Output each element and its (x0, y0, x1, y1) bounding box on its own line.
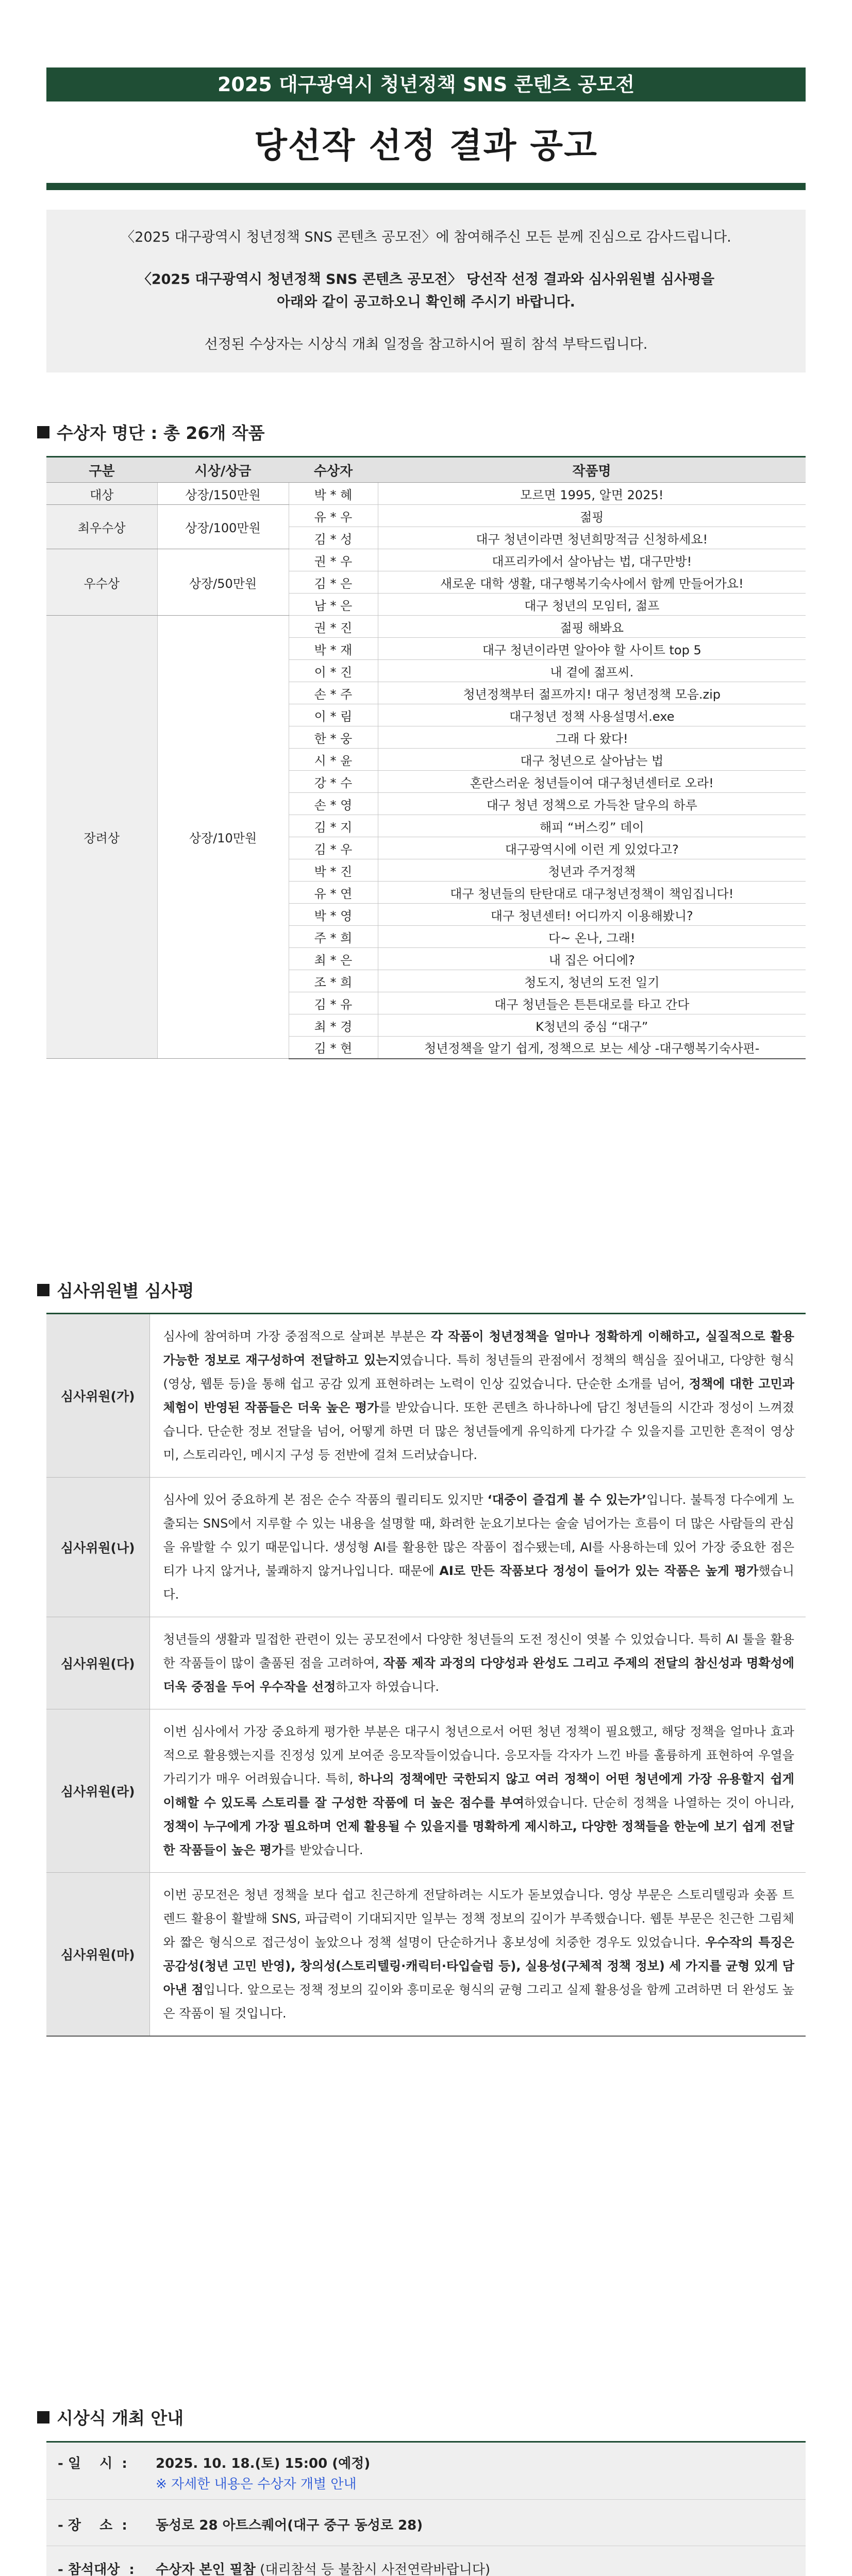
review-text: 했습니다. (163, 1564, 794, 1602)
work-title: K청년의 중심 “대구” (378, 1014, 806, 1037)
ceremony-row-date: - 일 시 : 2025. 10. 18.(토) 15:00 (예정) (58, 2456, 371, 2471)
review-text: 청년들의 생활과 밀접한 관련이 있는 공모전에서 다양한 청년들의 도전 정신이 엿볼 수 있었습니다. 특히 AI 툴을 활용한 작품들이 많이 출품된 점을 고려하여, (163, 1632, 794, 1670)
winner-name: 김 * 은 (289, 571, 378, 594)
col-header-prize: 시상/상금 (157, 457, 289, 483)
review-text: 를 받았습니다. (283, 1843, 363, 1857)
square-bullet-icon (37, 1284, 49, 1296)
judges-heading: 심사위원별 심사평 (37, 1278, 194, 1302)
work-title: 내 곁에 젊프씨. (378, 660, 806, 682)
review-text: 하고자 하였습니다. (336, 1680, 440, 1694)
review-text: 였습니다. 특히 청년들의 관점에서 정책의 핵심을 짚어내고, 다양한 형식(영상, 웹툰 등)을 통해 쉽고 공감 있게 표현하려는 노력이 인상 깊었습니다. 단순한 소개를 넘어, (163, 1353, 795, 1391)
winner-name: 남 * 은 (289, 594, 378, 616)
judges-table (46, 1313, 806, 2037)
awards-table (46, 456, 806, 1059)
judge-review (149, 1314, 806, 1478)
review-text: 입니다. 불특정 다수에게 노출되는 SNS에서 지루할 수 있는 내용을 설명할 때, 화려한 눈요기보다는 술술 넘어가는 흐름이 더 많은 사람들의 관심을 유발할 수 있기 때문입니다. 생성형 AI를 활용한 많은 작품이 접수됐는데, AI를 사용하는데 있어 가장 중요한 점은 티가 나지 않거나, 불쾌하지 않거나입니다. 때문에 (163, 1493, 794, 1578)
judge-review (149, 1709, 806, 1873)
winner-name: 박 * 진 (289, 859, 378, 882)
awards-heading: 수상자 명단 : 총 26개 작품 (37, 420, 264, 444)
work-title: 젊핑 (378, 505, 806, 527)
work-title: 대구 청년센터! 어디까지 이용해봤니? (378, 904, 806, 926)
col-header-work: 작품명 (378, 457, 806, 483)
winner-name: 이 * 진 (289, 660, 378, 682)
review-text: 를 받았습니다. 또한 콘텐츠 하나하나에 담긴 청년들의 시간과 정성이 느껴졌습니다. 단순한 정보 전달을 넘어, 어떻게 하면 더 많은 청년들에게 유익하게 다가갈 수 있을지를 고민한 흔적이 영상미, 스토리라인, 메시지 구성 등 전반에 걸쳐 드러났습니다. (163, 1400, 794, 1462)
work-title: 대구 청년이라면 청년희망적금 신청하세요! (378, 527, 806, 549)
winner-name: 강 * 수 (289, 771, 378, 793)
work-title: 젊핑 해봐요 (378, 616, 806, 638)
ceremony-date-note: ※ 자세한 내용은 수상자 개별 안내 (156, 2477, 357, 2492)
square-bullet-icon (37, 2411, 49, 2424)
winner-name: 권 * 진 (289, 616, 378, 638)
review-text: 하였습니다. 단순히 정책을 나열하는 것이 아니라, (524, 1795, 794, 1810)
ceremony-row-attendees: - 참석대상 : 수상자 본인 필참 (대리참석 등 불참시 사전연락바랍니다) (58, 2562, 491, 2576)
award-category: 대상 (46, 483, 157, 505)
review-text: 이번 심사에서 가장 중요하게 평가한 부분은 대구시 청년으로서 어떤 청년 정책이 필요했고, 해당 정책을 얼마나 효과적으로 활용했는지를 진정성 있게 보여준 응모작들이었습니다. 응모자들 각자가 느낀 바를 훌륭하게 표현하여 우열을 가리기가 매우 어려웠습니다. 특히, (163, 1724, 794, 1786)
intro-line: 선정된 수상자는 시상식 개최 일정을 참고하시어 필히 참석 부탁드립니다. (204, 336, 648, 352)
review-text: 이번 공모전은 청년 정책을 보다 쉽고 친근하게 전달하려는 시도가 돋보였습니다. 영상 부문은 스토리텔링과 숏폼 트렌드 활용이 활발해 SNS, 파급력이 기대되지만 일부는 정책 정보의 깊이가 부족했습니다. 웹툰 부문은 친근한 그림체와 짧은 형식으로 접근성이 높았으나 정책 설명이 단순하거나 홍보성에 치중한 경우도 있었습니다. (163, 1888, 794, 1950)
judge-row (46, 1617, 806, 1709)
review-text: AI로 만든 작품보다 정성이 들어가 있는 작품은 높게 평가 (439, 1564, 759, 1578)
winner-name: 박 * 재 (289, 638, 378, 660)
work-title: 대구 청년 정책으로 가득찬 달우의 하루 (378, 793, 806, 815)
review-text: 입니다. 앞으로는 정책 정보의 깊이와 흥미로운 형식의 균형 그리고 실제 활용성을 함께 고려하면 더 완성도 높은 작품이 될 것입니다. (163, 1982, 794, 2021)
work-title: 해피 “버스킹” 데이 (378, 815, 806, 837)
judge-row (46, 1478, 806, 1617)
winner-name: 손 * 주 (289, 682, 378, 704)
winner-name: 김 * 현 (289, 1037, 378, 1059)
col-header-category: 구분 (46, 457, 157, 483)
work-title: 대프리카에서 살아남는 법, 대구만방! (378, 549, 806, 571)
work-title: 대구 청년들의 탄탄대로 대구청년정책이 책임집니다! (378, 882, 806, 904)
winner-name: 권 * 우 (289, 549, 378, 571)
judge-row (46, 1873, 806, 2037)
award-category: 장려상 (46, 616, 157, 1059)
review-text: 심사에 있어 중요하게 본 점은 순수 작품의 퀄리티도 있지만 (163, 1493, 488, 1507)
table-row (46, 483, 806, 505)
intro-line: 아래와 같이 공고하오니 확인해 주시기 바랍니다. (277, 294, 575, 310)
winner-name: 박 * 영 (289, 904, 378, 926)
work-title: 모르면 1995, 알면 2025! (378, 483, 806, 505)
winner-name: 김 * 유 (289, 992, 378, 1014)
intro-box (46, 210, 806, 372)
square-bullet-icon (37, 426, 49, 438)
work-title: 다~ 온나, 그래! (378, 926, 806, 948)
header-rule (46, 183, 806, 190)
winner-name: 김 * 지 (289, 815, 378, 837)
review-text: 작품 제작 과정의 다양성과 완성도 그리고 주제의 전달의 참신성과 명확성에 더욱 중점을 두어 우수작을 선정 (163, 1656, 794, 1694)
review-text: 각 작품이 청년정책을 얼마나 정확하게 이해하고, 실질적으로 활용 가능한 정보로 재구성하여 전달하고 있는지 (163, 1329, 795, 1367)
winner-name: 유 * 연 (289, 882, 378, 904)
review-text: 정책에 대한 고민과 체험이 반영된 작품들은 더욱 높은 평가 (163, 1377, 794, 1415)
page-title: 당선작 선정 결과 공고 (254, 126, 598, 165)
review-text: 우수작의 특징은 공감성(청년 고민 반영), 창의성(스토리텔링·캐릭터·타입슬럼 등), 실용성(구체적 정책 정보) 세 가지를 균형 있게 담아낸 점 (163, 1935, 794, 1997)
award-prize: 상장/150만원 (157, 483, 289, 505)
work-title: 내 집은 어디에? (378, 948, 806, 970)
judge-row (46, 1709, 806, 1873)
judge-review (149, 1478, 806, 1617)
work-title: 청년정책을 알기 쉽게, 정책으로 보는 세상 -대구행복기숙사편- (378, 1037, 806, 1059)
work-title: 혼란스러운 청년들이여 대구청년센터로 오라! (378, 771, 806, 793)
work-title: 대구 청년들은 튼튼대로를 타고 간다 (378, 992, 806, 1014)
judge-row (46, 1314, 806, 1478)
winner-name: 조 * 희 (289, 970, 378, 992)
work-title: 대구 청년이라면 알아야 할 사이트 top 5 (378, 638, 806, 660)
work-title: 대구광역시에 이런 게 있었다고? (378, 837, 806, 859)
header (46, 67, 806, 190)
review-text: ‘대중이 즐겁게 볼 수 있는가’ (487, 1493, 647, 1507)
judge-label: 심사위원(다) (46, 1617, 149, 1709)
winner-name: 김 * 우 (289, 837, 378, 859)
winner-name: 이 * 림 (289, 704, 378, 726)
col-header-winner: 수상자 (289, 457, 378, 483)
award-category: 우수상 (46, 549, 157, 616)
work-title: 청년정책부터 젊프까지! 대구 청년정책 모음.zip (378, 682, 806, 704)
intro-line: 〈2025 대구광역시 청년정책 SNS 콘텐츠 공모전〉 당선작 선정 결과와 심사위원별 심사평을 (137, 272, 715, 287)
review-text: 정책이 누구에게 가장 필요하며 언제 활용될 수 있을지를 명확하게 제시하고, 다양한 정책들을 한눈에 보기 쉽게 전달한 작품들이 높은 평가 (163, 1819, 794, 1857)
contest-title-band: 2025 대구광역시 청년정책 SNS 콘텐츠 공모전 (46, 67, 806, 101)
judge-label: 심사위원(나) (46, 1478, 149, 1617)
work-title: 대구청년 정책 사용설명서.exe (378, 704, 806, 726)
winner-name: 박 * 혜 (289, 483, 378, 505)
work-title: 그래 다 왔다! (378, 726, 806, 749)
winner-name: 한 * 웅 (289, 726, 378, 749)
work-title: 새로운 대학 생활, 대구행복기숙사에서 함께 만들어가요! (378, 571, 806, 594)
winner-name: 주 * 희 (289, 926, 378, 948)
table-row (46, 616, 806, 638)
winner-name: 유 * 우 (289, 505, 378, 527)
award-prize: 상장/50만원 (157, 549, 289, 616)
work-title: 대구 청년으로 살아남는 법 (378, 749, 806, 771)
award-prize: 상장/100만원 (157, 505, 289, 549)
winner-name: 손 * 영 (289, 793, 378, 815)
review-text: 심사에 참여하며 가장 중점적으로 살펴본 부분은 (163, 1329, 431, 1344)
table-row (46, 505, 806, 527)
ceremony-heading: 시상식 개최 안내 (37, 2405, 183, 2429)
ceremony-box (46, 2441, 806, 2576)
judge-label: 심사위원(마) (46, 1873, 149, 2037)
winner-name: 김 * 성 (289, 527, 378, 549)
winner-name: 시 * 윤 (289, 749, 378, 771)
awards-header-row (46, 457, 806, 483)
award-category: 최우수상 (46, 505, 157, 549)
award-prize: 상장/10만원 (157, 616, 289, 1059)
table-row (46, 549, 806, 571)
winner-name: 최 * 은 (289, 948, 378, 970)
judge-label: 심사위원(라) (46, 1709, 149, 1873)
judge-review (149, 1873, 806, 2037)
work-title: 청년과 주거정책 (378, 859, 806, 882)
work-title: 대구 청년의 모임터, 젊프 (378, 594, 806, 616)
review-text: 하나의 정책에만 국한되지 않고 여러 정책이 어떤 청년에게 가장 유용할지 쉽게 이해할 수 있도록 스토리를 잘 구성한 작품에 더 높은 점수를 부여 (163, 1772, 794, 1810)
judge-review (149, 1617, 806, 1709)
judge-label: 심사위원(가) (46, 1314, 149, 1478)
work-title: 청도지, 청년의 도전 일기 (378, 970, 806, 992)
ceremony-row-place: - 장 소 : 동성로 28 아트스퀘어(대구 중구 동성로 28) (58, 2518, 423, 2533)
intro-line: 〈2025 대구광역시 청년정책 SNS 콘텐츠 공모전〉에 참여해주신 모든 분께 진심으로 감사드립니다. (121, 229, 731, 245)
winner-name: 최 * 경 (289, 1014, 378, 1037)
